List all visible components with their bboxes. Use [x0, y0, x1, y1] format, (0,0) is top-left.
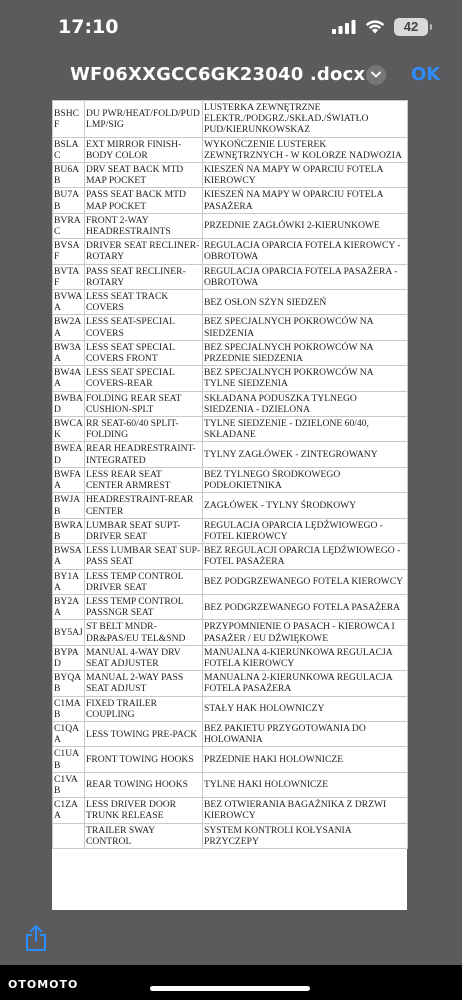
option-english-cell: PASS SEAT RECLINER-ROTARY — [85, 264, 203, 289]
option-code-cell: BY2AA — [53, 594, 85, 619]
option-code-cell: C1VAB — [53, 772, 85, 797]
option-code-cell: BYQAB — [53, 671, 85, 696]
option-code-cell: BVWAA — [53, 290, 85, 315]
option-polish-cell: BEZ PAKIETU PRZYGOTOWANIA DO HOLOWANIA — [203, 721, 408, 746]
option-english-cell: LESS SEAT TRACK COVERS — [85, 290, 203, 315]
option-polish-cell: WYKOŃCZENIE LUSTEREK ZEWNĘTRZNYCH - W KOLORZE NADWOZIA — [203, 137, 408, 162]
option-polish-cell: PRZEDNIE ZAGŁÓWKI 2-KIERUNKOWE — [203, 213, 408, 238]
table-row — [53, 696, 408, 721]
option-english-cell: LESS REAR SEAT CENTER ARMREST — [85, 467, 203, 492]
status-bar — [0, 0, 462, 54]
option-polish-cell: BEZ SPECJALNYCH POKROWCÓW NA SIEDZENIA — [203, 315, 408, 340]
table-row — [53, 620, 408, 645]
table-row — [53, 417, 408, 442]
chevron-down-icon[interactable] — [366, 65, 386, 85]
option-polish-cell: MANUALNA 4-KIERUNKOWA REGULACJA FOTELA KIEROWCY — [203, 645, 408, 670]
table-row — [53, 366, 408, 391]
option-english-cell: LESS LUMBAR SEAT SUP-PASS SEAT — [85, 544, 203, 569]
battery-icon: 42 — [394, 18, 428, 36]
options-table — [52, 100, 408, 849]
option-code-cell: BWRAB — [54, 519, 83, 542]
option-polish-cell: PRZYPOMNIENIE O PASACH - KIEROWCA I PASAŻER / EU DŹWIĘKOWE — [203, 620, 408, 645]
wifi-icon — [364, 18, 386, 34]
option-code-cell: BVTAF — [53, 264, 85, 289]
option-polish-cell: BEZ OSŁON SZYN SIEDZEŃ — [203, 290, 408, 315]
option-code-cell: C1UAB — [53, 747, 85, 772]
document-header — [0, 54, 462, 100]
option-code-cell: BWBAD — [54, 392, 83, 415]
table-row — [53, 569, 408, 594]
table-row — [53, 798, 408, 823]
watermark-logo: OTOMOTO — [8, 978, 79, 991]
table-row — [53, 264, 408, 289]
option-polish-cell: TYLNE SIEDZENIE - DZIELONE 60/40, SKŁADANE — [203, 417, 408, 442]
option-code-cell — [53, 823, 85, 848]
table-row — [53, 239, 408, 264]
option-code-cell: BU7AB — [53, 188, 85, 213]
option-english-cell: EXT MIRROR FINISH-BODY COLOR — [85, 137, 203, 162]
option-english-cell: DRIVER SEAT RECLINER-ROTARY — [85, 239, 203, 264]
option-code-cell: C1QAA — [53, 721, 85, 746]
option-english-cell: LESS DRIVER DOOR TRUNK RELEASE — [85, 798, 203, 823]
option-code-cell: BVRAC — [53, 213, 85, 238]
option-english-cell: FIXED TRAILER COUPLING — [85, 696, 203, 721]
document-viewer[interactable] — [0, 100, 462, 910]
option-english-cell: DU PWR/HEAT/FOLD/PUD LMP/SIG — [85, 101, 203, 138]
table-row — [53, 823, 408, 848]
share-icon[interactable] — [24, 924, 48, 952]
option-polish-cell: STAŁY HAK HOLOWNICZY — [203, 696, 408, 721]
table-row — [53, 772, 408, 797]
option-polish-cell: REGULACJA OPARCIA FOTELA KIEROWCY - OBROTOWA — [203, 239, 408, 264]
option-english-cell: LESS SEAT SPECIAL COVERS FRONT — [85, 340, 203, 365]
option-english-cell: HEADRESTRAINT-REAR CENTER — [85, 493, 203, 518]
option-polish-cell: BEZ PODGRZEWANEGO FOTELA PASAŻERA — [203, 594, 408, 619]
option-english-cell: LESS SEAT-SPECIAL COVERS — [85, 315, 203, 340]
status-time: 17:10 — [58, 16, 119, 38]
option-english-cell: ST BELT MNDR-DR&PAS/EU TEL&SND — [85, 620, 203, 645]
option-code-cell: BSHCF — [53, 101, 85, 138]
option-english-cell: TRAILER SWAY CONTROL — [85, 823, 203, 848]
option-polish-cell: SYSTEM KONTROLI KOŁYSANIA PRZYCZEPY — [203, 823, 408, 848]
table-row — [53, 747, 408, 772]
option-polish-cell: BEZ TYLNEGO ŚRODKOWEGO PODŁOKIETNIKA — [203, 467, 408, 492]
document-title[interactable]: WF06XXGCC6GK23040 .docx — [70, 64, 366, 85]
option-english-cell: REAR TOWING HOOKS — [85, 772, 203, 797]
document-page — [52, 100, 407, 910]
option-code-cell: C1ZAA — [53, 798, 85, 823]
table-row — [53, 645, 408, 670]
option-english-cell: PASS SEAT BACK MTD MAP POCKET — [85, 188, 203, 213]
table-row — [53, 315, 408, 340]
option-english-cell: REAR HEADRESTRAINT-INTEGRATED — [85, 442, 203, 467]
option-polish-cell: REGULACJA OPARCIA FOTELA PASAŻERA - OBROTOWA — [203, 264, 408, 289]
option-english-cell: MANUAL 2-WAY PASS SEAT ADJUST — [85, 671, 203, 696]
option-polish-cell: ZAGŁÓWEK - TYLNY ŚRODKOWY — [203, 493, 408, 518]
table-row — [53, 544, 408, 569]
option-polish-cell: BEZ REGULACJI OPARCIA LĘDŹWIOWEGO - FOTEL PASAŻERA — [203, 544, 408, 569]
option-polish-cell: KIESZEŃ NA MAPY W OPARCIU FOTELA KIEROWCY — [203, 163, 408, 188]
option-polish-cell: BEZ SPECJALNYCH POKROWCÓW NA PRZEDNIE SIEDZENIA — [203, 340, 408, 365]
table-row — [53, 340, 408, 365]
table-row — [53, 671, 408, 696]
option-code-cell: BYPAD — [53, 645, 85, 670]
option-code-cell: BY5AJ — [53, 620, 85, 645]
table-row — [53, 290, 408, 315]
option-code-cell: BW3AA — [53, 340, 85, 365]
option-english-cell: FOLDING REAR SEAT CUSHION-SPLT — [85, 391, 203, 416]
table-row — [53, 518, 408, 543]
option-code-cell: BWFAA — [53, 467, 85, 492]
table-row — [53, 101, 408, 138]
table-row — [53, 137, 408, 162]
option-english-cell: FRONT 2-WAY HEADRESTRAINTS — [85, 213, 203, 238]
option-code-cell: BWSAA — [53, 544, 85, 569]
option-code-cell: BW4AA — [53, 366, 85, 391]
table-row — [53, 442, 408, 467]
cellular-signal-icon — [332, 20, 356, 34]
option-polish-cell: BEZ SPECJALNYCH POKROWCÓW NA TYLNE SIEDZENIA — [203, 366, 408, 391]
table-row — [53, 188, 408, 213]
bottom-toolbar — [0, 910, 462, 965]
option-english-cell: DRV SEAT BACK MTD MAP POCKET — [85, 163, 203, 188]
option-english-cell: LUMBAR SEAT SUPT-DRIVER SEAT — [85, 518, 203, 543]
option-polish-cell: BEZ PODGRZEWANEGO FOTELA KIEROWCY — [203, 569, 408, 594]
option-english-cell: MANUAL 4-WAY DRV SEAT ADJUSTER — [85, 645, 203, 670]
option-polish-cell: LUSTERKA ZEWNĘTRZNE ELEKTR./PODGRZ./SKŁAD./ŚWIATŁO PUD/KIERUNKOWSKAZ — [203, 101, 408, 138]
option-code-cell: BWJAB — [53, 493, 85, 518]
ok-button[interactable]: OK — [411, 64, 441, 85]
table-row — [53, 721, 408, 746]
option-polish-cell: KIESZEŃ NA MAPY W OPARCIU FOTELA PASAŻERA — [203, 188, 408, 213]
option-polish-cell: MANUALNA 2-KIERUNKOWA REGULACJA FOTELA PASAŻERA — [203, 671, 408, 696]
option-english-cell: RR SEAT-60/40 SPLIT-FOLDING — [85, 417, 203, 442]
option-polish-cell: TYLNY ZAGŁÓWEK - ZINTEGROWANY — [203, 442, 408, 467]
option-polish-cell: SKŁADANA PODUSZKA TYLNEGO SIEDZENIA - DZIELONA — [203, 391, 408, 416]
option-english-cell: LESS SEAT SPECIAL COVERS-REAR — [85, 366, 203, 391]
option-polish-cell: TYLNE HAKI HOLOWNICZE — [203, 772, 408, 797]
table-row — [53, 493, 408, 518]
option-code-cell: BWCAK — [54, 418, 83, 441]
option-code-cell: BWEAD — [53, 442, 85, 467]
table-row — [53, 213, 408, 238]
option-code-cell: BW2AA — [53, 315, 85, 340]
table-row — [53, 594, 408, 619]
option-english-cell: LESS TOWING PRE-PACK — [85, 721, 203, 746]
option-code-cell: C1MAB — [53, 696, 85, 721]
table-row — [53, 391, 408, 416]
option-polish-cell: PRZEDNIE HAKI HOLOWNICZE — [203, 747, 408, 772]
option-code-cell: BU6AB — [53, 163, 85, 188]
option-english-cell: LESS TEMP CONTROL PASSNGR SEAT — [85, 594, 203, 619]
option-polish-cell: BEZ OTWIERANIA BAGAŻNIKA Z DRZWI KIEROWCY — [203, 798, 408, 823]
option-code-cell: BSLAC — [53, 137, 85, 162]
option-english-cell: FRONT TOWING HOOKS — [85, 747, 203, 772]
option-code-cell: BY1AA — [53, 569, 85, 594]
table-row — [53, 163, 408, 188]
option-code-cell: BVSAF — [53, 239, 85, 264]
option-english-cell: LESS TEMP CONTROL DRIVER SEAT — [85, 569, 203, 594]
home-indicator[interactable] — [150, 986, 310, 991]
option-polish-cell: REGULACJA OPARCIA LĘDŹWIOWEGO - FOTEL KIEROWCY — [203, 518, 408, 543]
table-row — [53, 467, 408, 492]
